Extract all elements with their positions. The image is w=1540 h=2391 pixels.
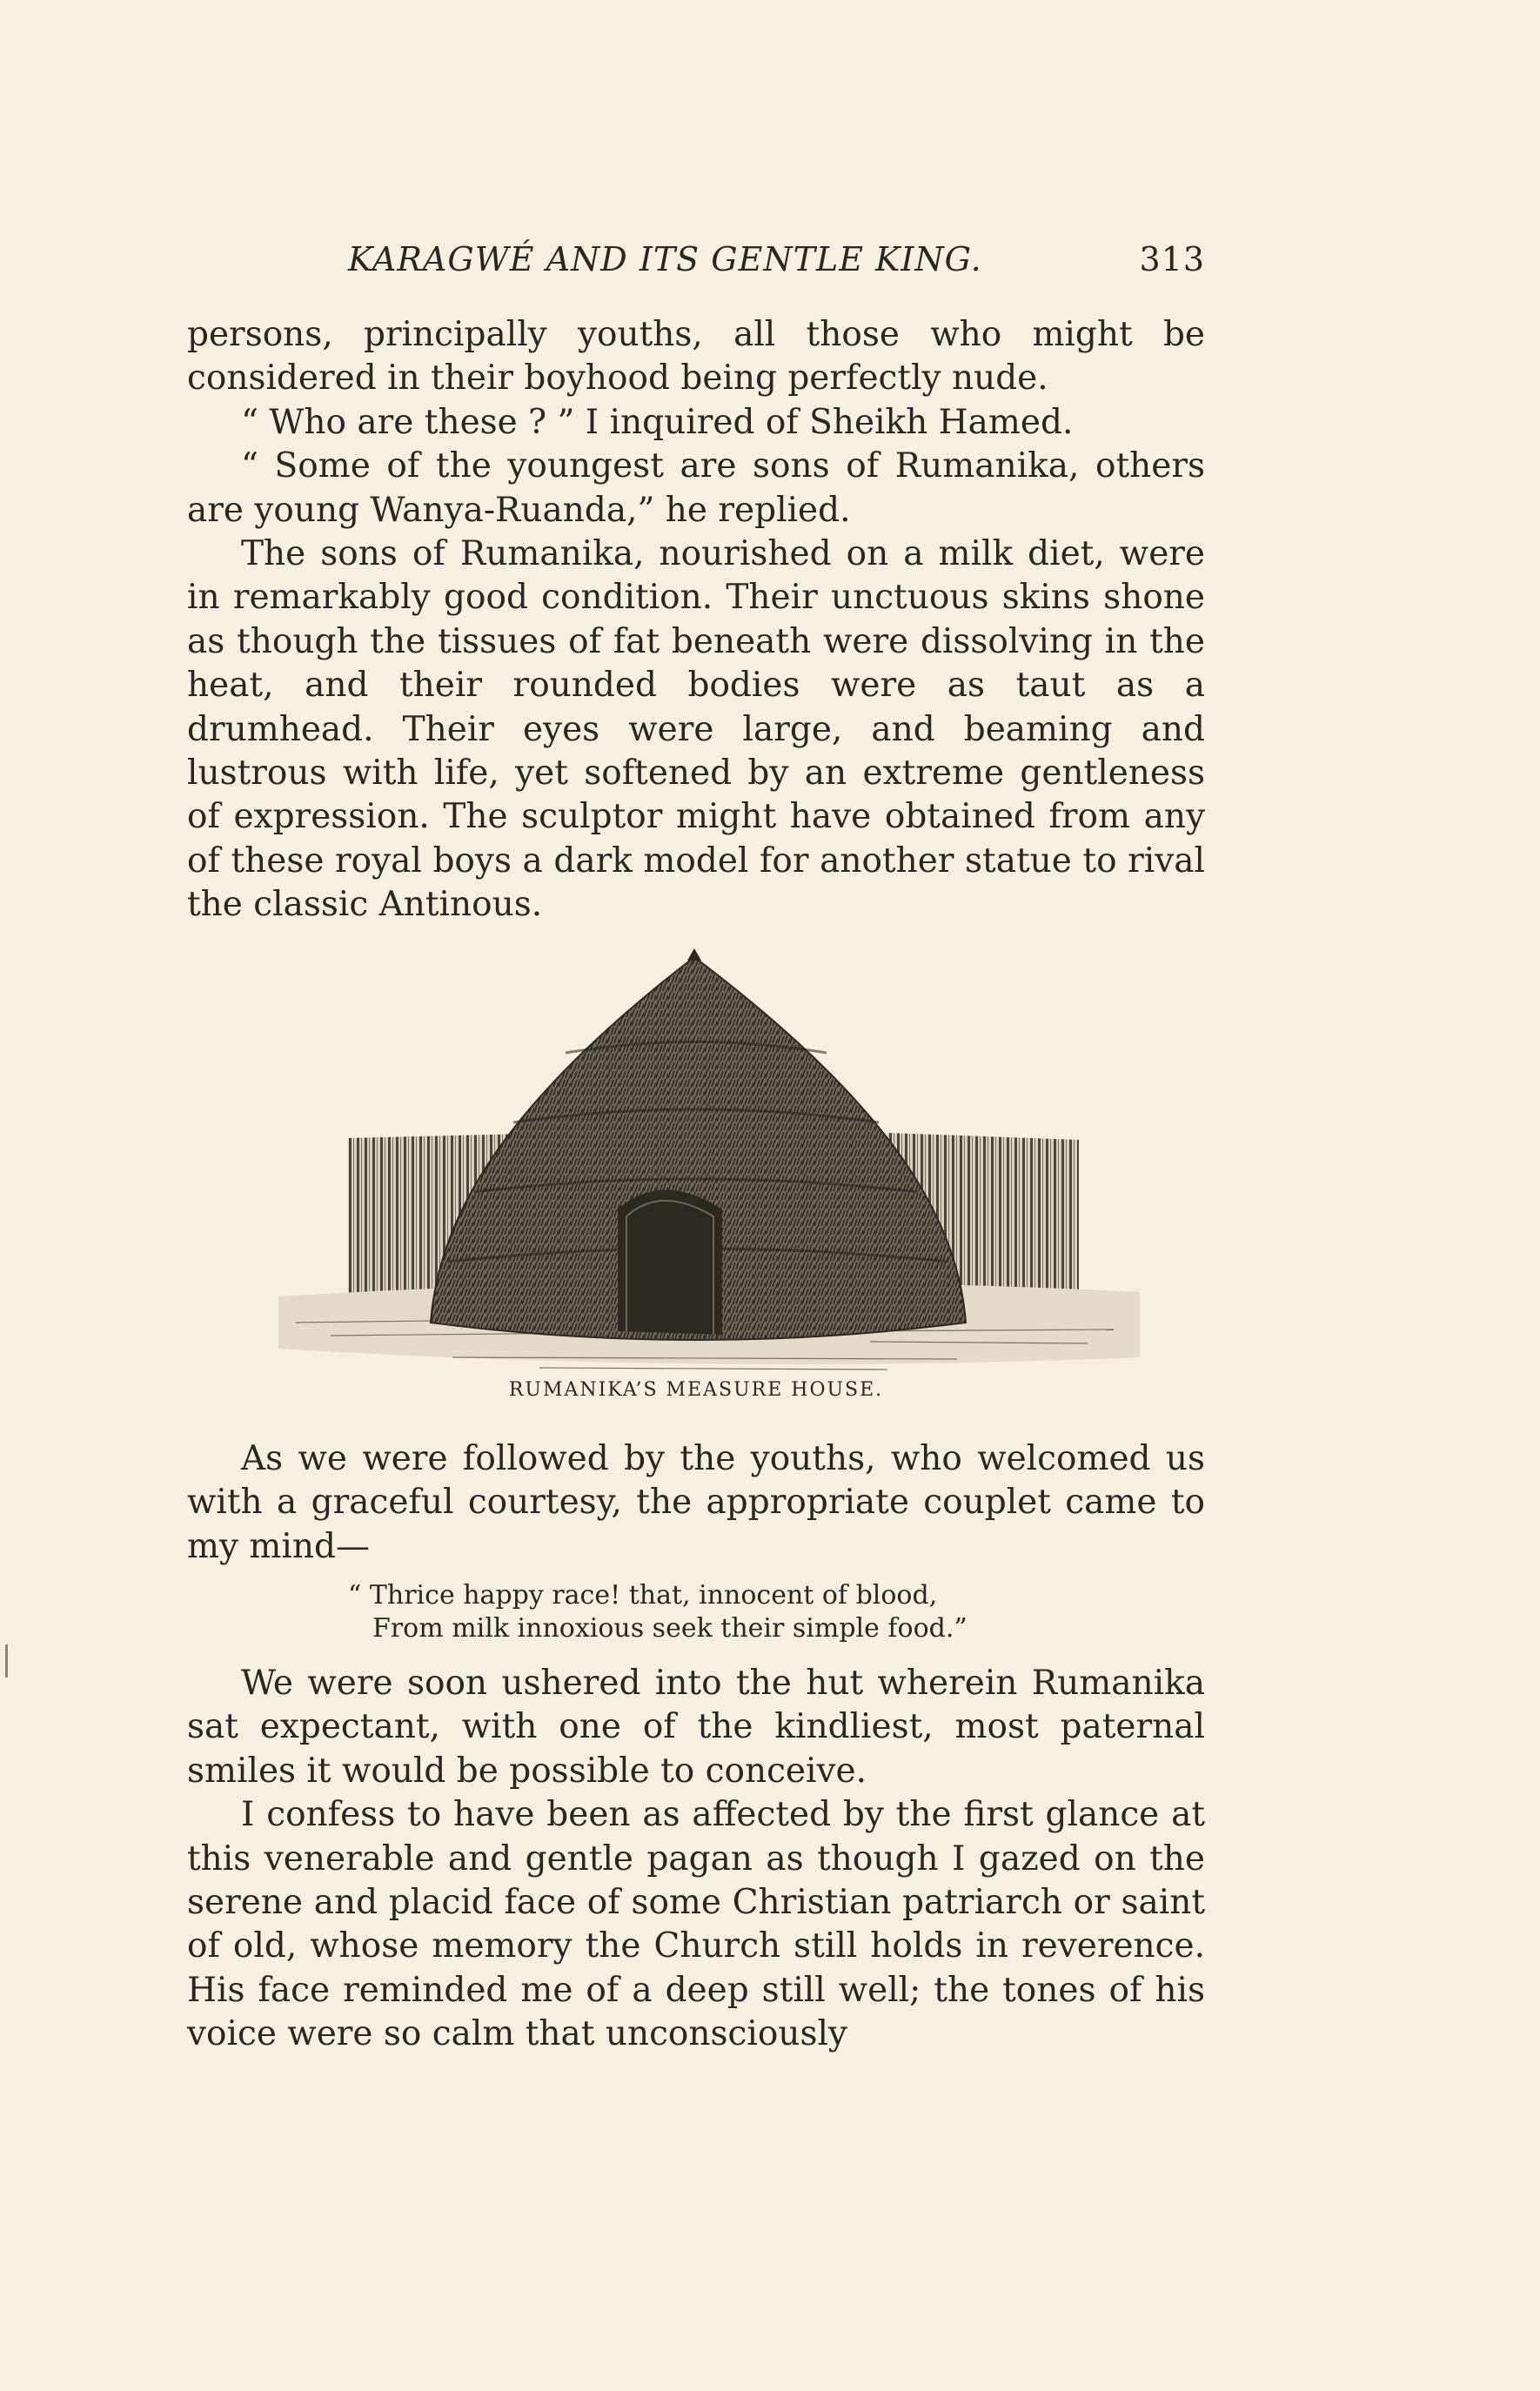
paragraph: “ Who are these ? ” I inquired of Sheikh Hamed. bbox=[241, 402, 1074, 442]
hut-engraving bbox=[278, 948, 1140, 1383]
hut-finial bbox=[687, 948, 701, 961]
paragraph: We were soon ushered into the hut wherein Rumanika sat expectant, with one of the kindliest, most paternal smiles it would be possible to conceive. bbox=[187, 1664, 1205, 1791]
couplet-line: From milk innoxious seek their simple food.” bbox=[372, 1613, 968, 1644]
figure-caption: RUMANIKA’S MEASURE HOUSE. bbox=[508, 1379, 884, 1401]
hut-illustration bbox=[278, 948, 1140, 1383]
running-head bbox=[187, 233, 1205, 285]
page-number: 313 bbox=[1139, 240, 1205, 278]
quoted-couplet bbox=[348, 1579, 1096, 1645]
paragraph: As we were followed by the youths, who welcomed us with a graceful courtesy, the appropriate couplet came to my mind— bbox=[187, 1439, 1205, 1566]
text-block-top bbox=[187, 313, 1205, 928]
couplet-line: “ Thrice happy race! that, innocent of blood, bbox=[348, 1580, 938, 1611]
running-title: KARAGWÉ AND ITS GENTLE KING. bbox=[348, 240, 982, 278]
paragraph: persons, principally youths, all those who might be considered in their boyhood being perfectly nude. bbox=[187, 315, 1205, 398]
text-block-bottom bbox=[187, 1662, 1205, 2057]
paragraph: “ Some of the youngest are sons of Rumanika, others are young Wanya-Ruanda,” he replied. bbox=[187, 446, 1205, 530]
paragraph: I confess to have been as affected by the first glance at this venerable and gentle pagan as though I gazed on the serene and placid face of some Christian patriarch or saint of old, whose memory the Church still holds in reverence. His face reminded me of a deep still well; the tones of his voice were so calm that unconsciously bbox=[187, 1795, 1205, 2054]
text-block-middle bbox=[187, 1437, 1205, 1569]
paragraph: The sons of Rumanika, nourished on a milk diet, were in remarkably good condition. Their unctuous skins shone as though the tissues of fat beneath were dissolving in the heat, and their rounded bodies were as taut as a drumhead. Their eyes were large, and beaming and lustrous with life, yet softened by an extreme gentleness of expression. The sculptor might have obtained from any of these royal boys a dark model for another statue to rival the classic Antinous. bbox=[187, 534, 1205, 925]
margin-mark bbox=[5, 1644, 8, 1678]
